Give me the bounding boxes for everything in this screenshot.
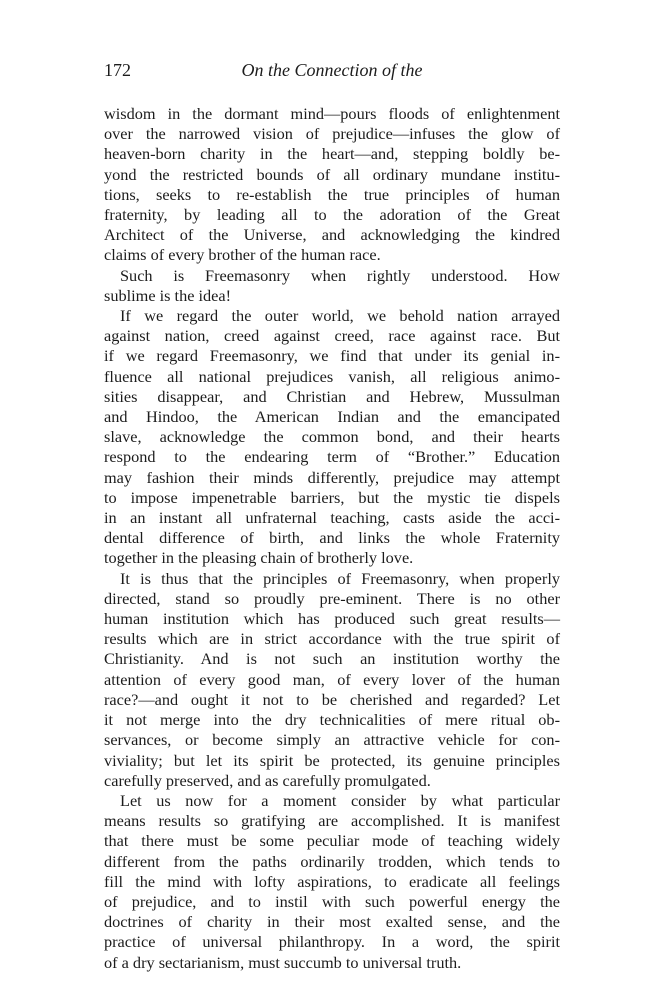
text-line: it not merge into the dry technicalities of mere ritual ob- (104, 710, 560, 730)
text-line: human institution which has produced such great results— (104, 609, 560, 629)
text-line: yond the restricted bounds of all ordinary mundane institu- (104, 164, 560, 184)
page-number: 172 (104, 60, 131, 80)
text-line: fraternity, by leading all to the adoration of the Great (104, 205, 560, 225)
text-line: and Hindoo, the American Indian and the emancipated (104, 407, 560, 427)
text-line: means results so gratifying are accomplished. It is manifest (104, 811, 560, 831)
text-line: claims of every brother of the human race. (104, 245, 381, 265)
text-line: sublime is the idea! (104, 285, 232, 305)
text-line: over the narrowed vision of prejudice—infuses the glow of (104, 124, 560, 144)
text-line: in an instant all unfraternal teaching, casts aside the acci- (104, 508, 560, 528)
text-line: dental difference of birth, and links the whole Fraternity (104, 528, 560, 548)
text-line: race?—and ought it not to be cherished and regarded? Let (104, 689, 560, 709)
running-title: On the Connection of the (241, 60, 423, 80)
text-line: may fashion their minds differently, prejudice may attempt (104, 467, 560, 487)
paragraph (104, 104, 560, 266)
text-line: doctrines of charity in their most exalted sense, and the (104, 912, 560, 932)
text-line: if we regard Freemasonry, we find that under its genial in- (104, 346, 560, 366)
text-line: Let us now for a moment consider by what particular (120, 790, 560, 810)
text-line: heaven-born charity in the heart—and, stepping boldly be- (104, 144, 560, 164)
text-line: carefully preserved, and as carefully promulgated. (104, 770, 431, 790)
text-line: If we regard the outer world, we behold nation arrayed (120, 306, 560, 326)
text-line: servances, or become simply an attractive vehicle for con- (104, 730, 560, 750)
paragraph (104, 569, 560, 791)
text-line: wisdom in the dormant mind—pours floods of enlightenment (104, 104, 560, 123)
text-line: tions, seeks to re-establish the true principles of human (104, 184, 560, 204)
text-line: It is thus that the principles of Freemasonry, when properly (120, 568, 560, 588)
text-line: Christianity. And is not such an institution worthy the (104, 649, 560, 669)
text-line: against nation, creed against creed, race against race. But (104, 326, 560, 346)
body-text (104, 104, 560, 973)
text-line: fill the mind with lofty aspirations, to eradicate all feelings (104, 871, 560, 891)
text-line: results which are in strict accordance with the true spirit of (104, 629, 560, 649)
text-line: Such is Freemasonry when rightly understood. How (120, 265, 560, 285)
text-line: to impose impenetrable barriers, but the mystic tie dispels (104, 487, 560, 507)
text-line: Architect of the Universe, and acknowledging the kindred (104, 225, 560, 245)
text-line: of a dry sectarianism, must succumb to universal truth. (104, 952, 462, 972)
text-line: practice of universal philanthropy. In a word, the spirit (104, 932, 560, 952)
text-line: attention of every good man, of every lover of the human (104, 669, 560, 689)
text-line: that there must be some peculiar mode of teaching widely (104, 831, 560, 851)
text-line: slave, acknowledge the common bond, and their hearts (104, 427, 560, 447)
paragraph (104, 306, 560, 569)
text-line: respond to the endearing term of “Brother.” Education (104, 447, 560, 467)
running-head (104, 60, 560, 86)
text-line: together in the pleasing chain of brotherly love. (104, 548, 414, 568)
text-line: directed, stand so proudly pre-eminent. There is no other (104, 588, 560, 608)
text-line: different from the paths ordinarily trodden, which tends to (104, 851, 560, 871)
paragraph (104, 791, 560, 973)
text-line: of prejudice, and to instil with such powerful energy the (104, 891, 560, 911)
text-line: viviality; but let its spirit be protected, its genuine principles (104, 750, 560, 770)
text-line: fluence all national prejudices vanish, all religious animo- (104, 366, 560, 386)
paragraph (104, 266, 560, 306)
book-page (104, 60, 560, 973)
text-line: sities disappear, and Christian and Hebrew, Mussulman (104, 386, 560, 406)
